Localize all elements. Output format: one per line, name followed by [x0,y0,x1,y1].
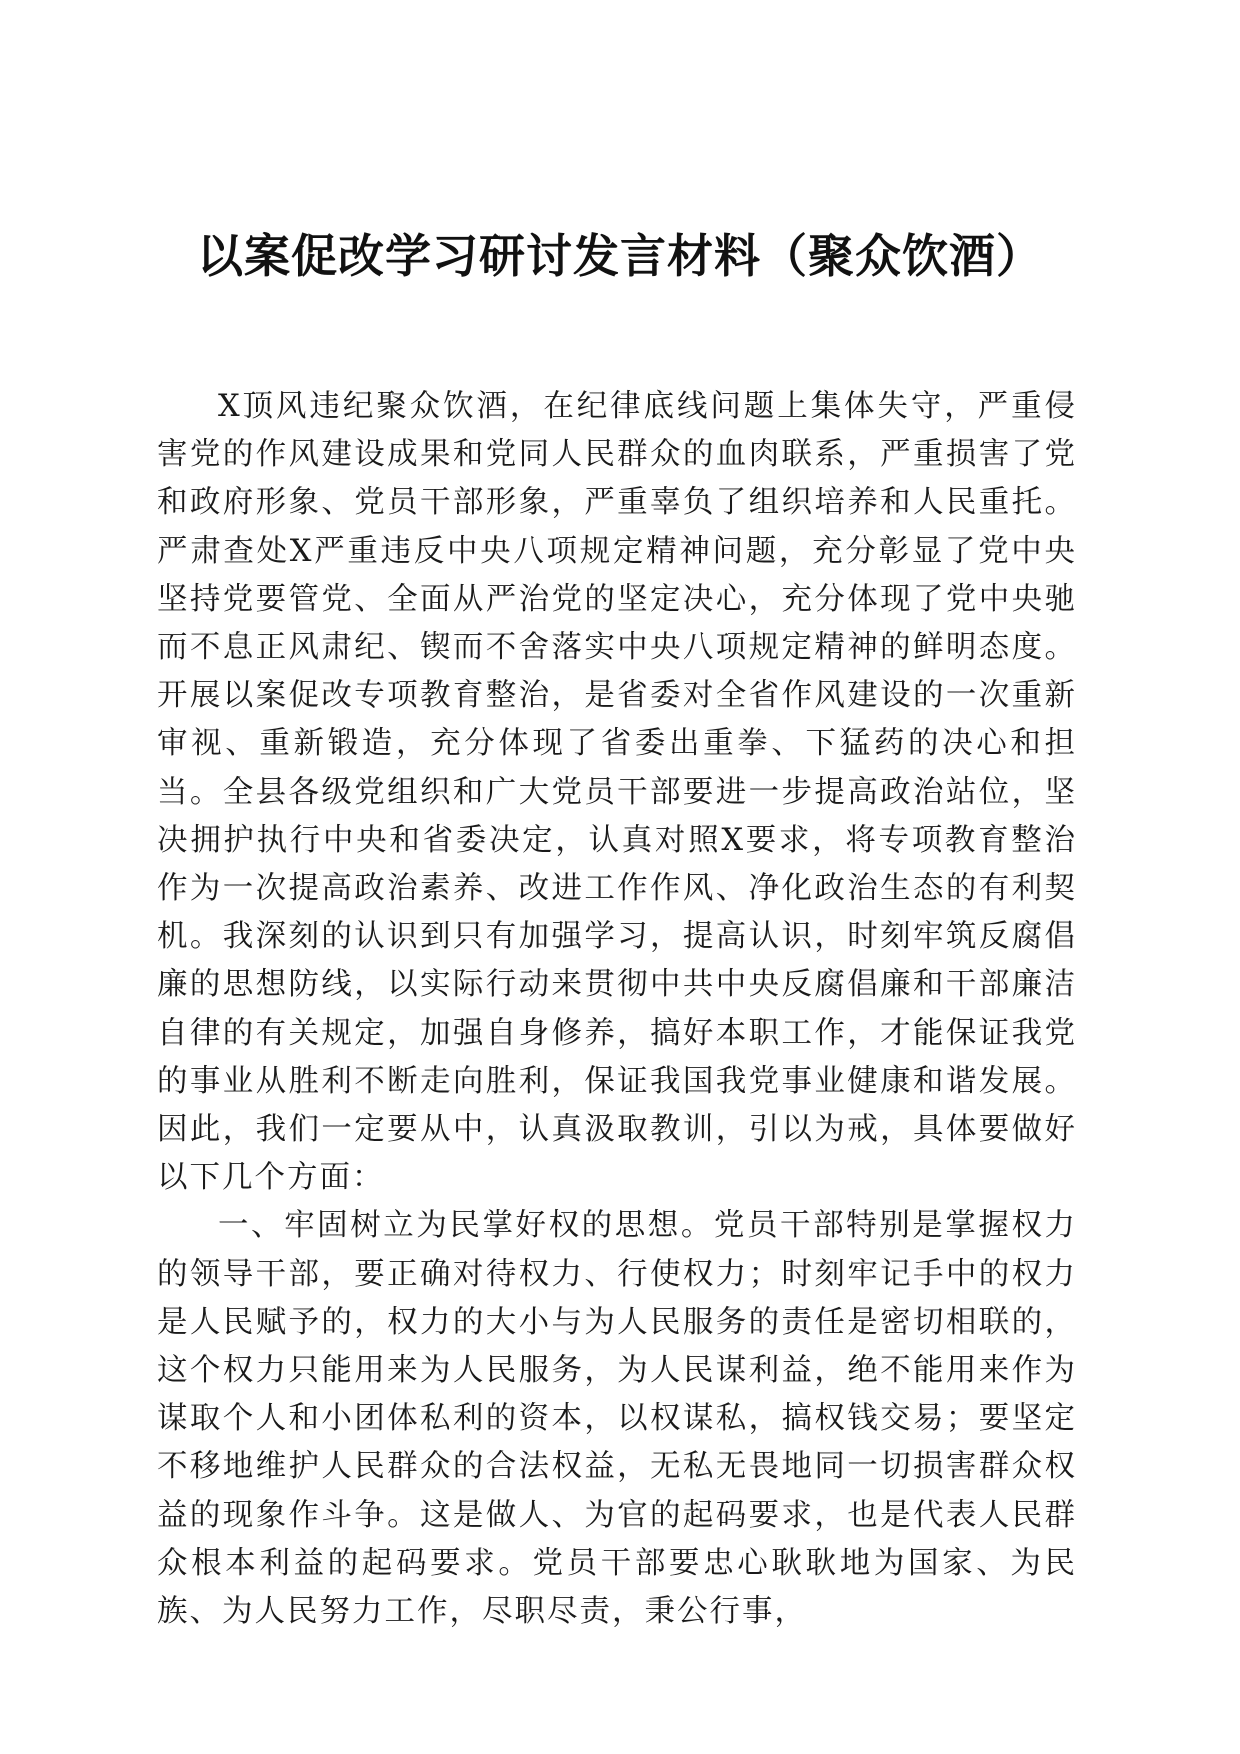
document-title: 以案促改学习研讨发言材料（聚众饮酒） [197,229,1043,283]
paragraph-intro: X顶风违纪聚众饮酒，在纪律底线问题上集体失守，严重侵害党的作风建设成果和党同人民群众的血肉联系，严重损害了党和政府形象、党员干部形象，严重辜负了组织培养和人民重托。严肃查处X严重违反中央八项规定精神问题，充分彰显了党中央坚持党要管党、全面从严治党的坚定决心，充分体现了党中央驰而不息正风肃纪、锲而不舍落实中央八项规定精神的鲜明态度。开展以案促改专项教育整治，是省委对全省作风建设的一次重新审视、重新锻造，充分体现了省委出重拳、下猛药的决心和担当。全县各级党组织和广大党员干部要进一步提高政治站位，坚决拥护执行中央和省委决定，认真对照X要求，将专项教育整治作为一次提高政治素养、改进工作作风、净化政治生态的有利契机。我深刻的认识到只有加强学习，提高认识，时刻牢筑反腐倡廉的思想防线，以实际行动来贯彻中共中央反腐倡廉和干部廉洁自律的有关规定，加强自身修养，搞好本职工作，才能保证我党的事业从胜利不断走向胜利，保证我国我党事业健康和谐发展。因此，我们一定要从中，认真汲取教训，引以为戒，具体要做好以下几个方面： [157,389,1077,1196]
document-body [157,383,1077,1636]
paragraph-point-one: 一、牢固树立为民掌好权的思想。党员干部特别是掌握权力的领导干部，要正确对待权力、行使权力；时刻牢记手中的权力是人民赋予的，权力的大小与为人民服务的责任是密切相联的，这个权力只能用来为人民服务，为人民谋利益，绝不能用来作为谋取个人和小团体私利的资本，以权谋私，搞权钱交易；要坚定不移地维护人民群众的合法权益，无私无畏地同一切损害群众权益的现象作斗争。这是做人、为官的起码要求，也是代表人民群众根本利益的起码要求。党员干部要忠心耿耿地为国家、为民族、为人民努力工作，尽职尽责，秉公行事， [157,1208,1077,1630]
